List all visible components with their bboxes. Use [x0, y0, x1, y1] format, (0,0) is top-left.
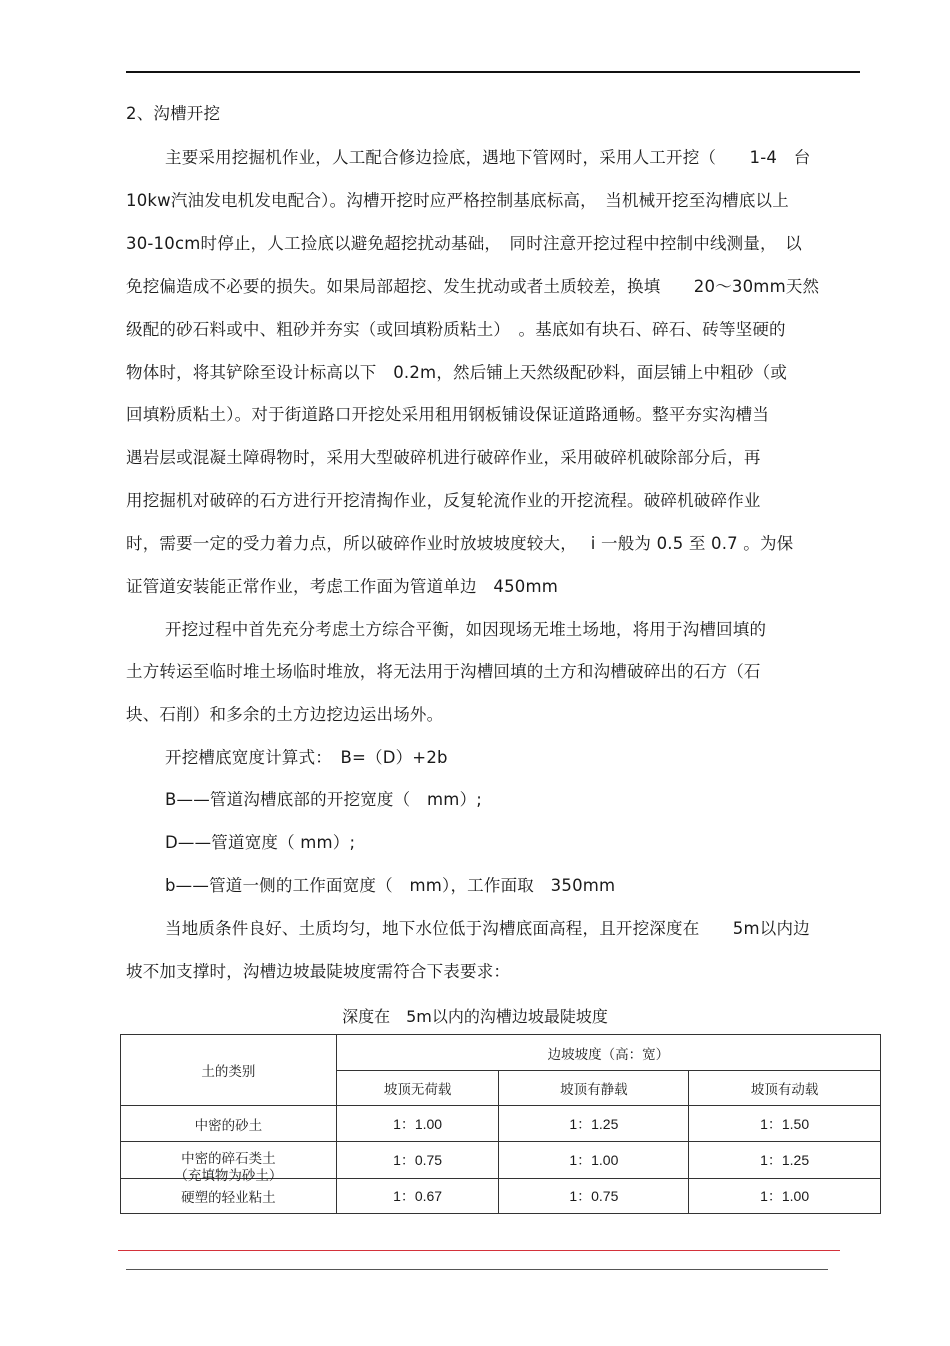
paragraph1-line: 物体时，将其铲除至设计标高以下 0.2m，然后铺上天然级配砂料，面层铺上中粗砂（或 [126, 363, 788, 382]
section-heading: 2、沟槽开挖 [126, 104, 221, 123]
slope-table [120, 1034, 881, 1214]
footer-rule [126, 1269, 828, 1270]
paragraph2-line: 块、石削）和多余的土方边挖边运出场外。 [126, 705, 444, 724]
paragraph2-line: 土方转运至临时堆土场临时堆放，将无法用于沟槽回填的土方和沟槽破碎出的石方（石 [126, 662, 761, 681]
paragraph1-line: 证管道安装能正常作业，考虑工作面为管道单边 450mm [126, 577, 559, 596]
slope-cell: 1：0.75 [499, 1179, 689, 1214]
slope-cell: 1：1.25 [689, 1142, 881, 1179]
definition-line: b——管道一侧的工作面宽度（ mm），工作面取 350mm [165, 876, 616, 895]
paragraph1-line: 用挖掘机对破碎的石方进行开挖清掏作业，反复轮流作业的开挖流程。破碎机破碎作业 [126, 491, 761, 510]
slope-ratio-header: 边坡坡度（高：宽） [336, 1035, 880, 1071]
table-row [121, 1142, 881, 1179]
footer-red-rule [118, 1250, 840, 1251]
paragraph1-line: 时，需要一定的受力着力点，所以破碎作业时放坡坡度较大， i 一般为 0.5 至 0.7 。为保 [126, 534, 794, 553]
subheader-static-load: 坡顶有静载 [499, 1071, 689, 1106]
soil-type-header: 土的类别 [121, 1035, 337, 1106]
soil-type-label: 中密的碎石类土 [181, 1151, 276, 1167]
paragraph1-line: 级配的砂石料或中、粗砂并夯实（或回填粉质粘土） 。基底如有块石、碎石、砖等坚硬的 [126, 320, 786, 339]
header-rule [126, 71, 860, 73]
slope-cell: 1：0.67 [336, 1179, 499, 1214]
table-caption: 深度在 5m以内的沟槽边坡最陡坡度 [342, 1007, 608, 1026]
paragraph1-line: 遇岩层或混凝土障碍物时，采用大型破碎机进行破碎作业，采用破碎机破除部分后，再 [126, 448, 761, 467]
slope-cell: 1：1.50 [689, 1106, 881, 1142]
paragraph1-line: 回填粉质粘土）。对于街道路口开挖处采用租用钢板铺设保证道路通畅。整平夯实沟槽当 [126, 405, 770, 424]
slope-cell: 1：1.25 [499, 1106, 689, 1142]
paragraph1-line: 30-10cm时停止，人工捡底以避免超挖扰动基础， 同时注意开挖过程中控制中线测量， 以 [126, 234, 802, 253]
paragraph2-line: 开挖过程中首先充分考虑土方综合平衡，如因现场无堆土场地，将用于沟槽回填的 [165, 620, 767, 639]
paragraph1-line: 免挖偏造成不必要的损失。如果局部超挖、发生扰动或者土质较差，换填 20～30mm天然 [126, 277, 820, 296]
table-row [121, 1106, 881, 1142]
subheader-dynamic-load: 坡顶有动载 [689, 1071, 881, 1106]
slope-cell: 1：1.00 [336, 1106, 499, 1142]
slope-cell: 1：1.00 [689, 1179, 881, 1214]
definition-line: D——管道宽度（ mm）; [165, 833, 356, 852]
paragraph1-line: 10kw汽油发电机发电配合）。沟槽开挖时应严格控制基底标高， 当机械开挖至沟槽底以上 [126, 191, 789, 210]
soil-type-cell: 硬塑的轻业粘土 [121, 1179, 337, 1214]
paragraph3-line: 当地质条件良好、土质均匀，地下水位低于沟槽底面高程，且开挖深度在 5m以内边 [165, 919, 810, 938]
definition-line: B——管道沟槽底部的开挖宽度（ mm）; [165, 790, 483, 809]
soil-type-cell: 中密的碎石类土 （充填物为砂土） [121, 1142, 337, 1179]
soil-type-cell: 中密的砂土 [121, 1106, 337, 1142]
slope-cell: 1：1.00 [499, 1142, 689, 1179]
formula-line: 开挖槽底宽度计算式： B=（D）+2b [165, 748, 448, 767]
table-header-row [121, 1035, 881, 1071]
subheader-no-load: 坡顶无荷载 [336, 1071, 499, 1106]
slope-cell: 1：0.75 [336, 1142, 499, 1179]
paragraph1-line: 主要采用挖掘机作业，人工配合修边捡底，遇地下管网时，采用人工开挖（ 1-4 台 [165, 148, 811, 167]
paragraph3-line: 坡不加支撑时，沟槽边坡最陡坡度需符合下表要求： [126, 962, 511, 981]
